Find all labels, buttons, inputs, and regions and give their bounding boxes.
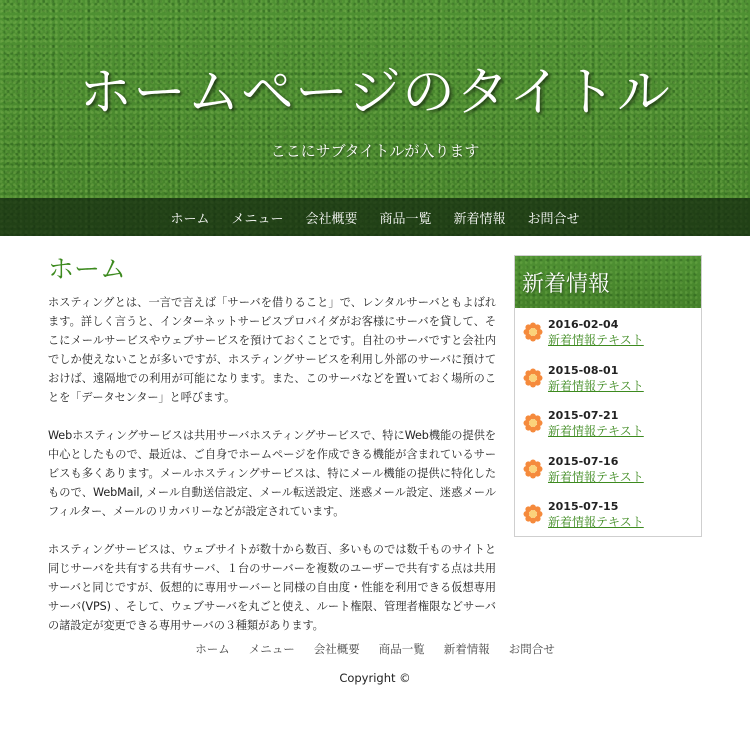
footer-nav (0, 641, 750, 657)
flower-icon (523, 459, 543, 479)
footer-nav-item-company[interactable]: 会社概要 (313, 642, 360, 656)
news-link[interactable]: 新着情報テキスト (548, 333, 644, 347)
news-date: 2015-07-15 (548, 500, 619, 513)
news-date: 2015-08-01 (548, 363, 619, 377)
flower-icon (523, 322, 543, 342)
footer-nav-item-menu[interactable]: メニュー (248, 642, 295, 656)
copyright: Copyright © (339, 671, 411, 685)
nav-item-news[interactable]: 新着情報 (453, 211, 506, 227)
site-title[interactable]: ホームページのタイトル (79, 62, 671, 123)
page-heading: ホーム (48, 255, 127, 285)
nav-item-home[interactable]: ホーム (170, 211, 210, 227)
nav-item-company[interactable]: 会社概要 (305, 211, 358, 227)
flower-icon (523, 504, 543, 524)
top-nav (0, 198, 750, 236)
news-date: 2015-07-21 (548, 409, 619, 422)
footer-nav-item-contact[interactable]: お問合せ (508, 642, 555, 656)
site-subtitle: ここにサブタイトルが入ります (270, 142, 480, 160)
news-link[interactable]: 新着情報テキスト (548, 378, 644, 393)
news-link[interactable]: 新着情報テキスト (548, 515, 644, 529)
news-item (515, 308, 701, 354)
main-content (48, 255, 496, 654)
site-header (0, 0, 750, 236)
news-date: 2015-07-16 (548, 454, 619, 468)
news-date: 2016-02-04 (548, 318, 619, 331)
footer-nav-item-products[interactable]: 商品一覧 (378, 642, 425, 656)
news-item (515, 445, 701, 491)
footer-nav-item-news[interactable]: 新着情報 (443, 642, 490, 656)
news-item (515, 490, 701, 536)
flower-icon (523, 368, 543, 388)
news-link[interactable]: 新着情報テキスト (548, 424, 644, 438)
nav-item-products[interactable]: 商品一覧 (379, 211, 432, 227)
nav-item-contact[interactable]: お問合せ (527, 211, 580, 227)
content-paragraph: Webホスティングサービスは共用サーバホスティングサービスで、特にWeb機能の提供を中心としたもので、最近は、ご自身でホームページを作成できる機能が含まれているサービスも多くあります。メールホスティングサービスは、特にメール機能の提供に特化したもので、WebMail, メール自動送信設定、メール転送設定、迷惑メール設定、迷惑メールフィルター、メールのリカバリーなどが設定されています。 (48, 429, 496, 518)
nav-item-menu[interactable]: メニュー (231, 211, 284, 227)
footer-nav-item-home[interactable]: ホーム (195, 642, 230, 656)
content-paragraph: ホスティングとは、一言で言えば「サーバを借りること」で、レンタルサーバともよばれます。詳しく言うと、インターネットサービスプロバイダがお客様にサーバを貸して、そこにメールサービスやウェブサービスを預けておくことです。自社のサーバですと会社内でしか使えないことが多いですが、ホスティングサービスを利用し外部のサーバに預けておけば、遠隔地での利用が可能になります。また、このサーバなどを置いておく場所のことを「データセンター」と呼びます。 (48, 296, 496, 404)
news-sidebar (514, 255, 702, 537)
sidebar-heading: 新着情報 (515, 256, 701, 308)
content-paragraph: ホスティングサービスは、ウェブサイトが数十から数百、多いものでは数千ものサイトと同じサーバを共有する共有サーバ、１台のサーバーを複数のユーザーで共有する点は共用サーバと同じですが、仮想的に専用サーバーと同様の自由度・性能を利用できる仮想専用サーバ(VPS) 、そして、ウェブサーバを丸ごと使え、ルート権限、管理者権限などサーバの諸設定が変更できる専用サーバの３種類があります。 (48, 543, 496, 632)
news-item (515, 399, 701, 445)
news-item (515, 354, 701, 400)
news-link[interactable]: 新着情報テキスト (548, 469, 644, 484)
flower-icon (523, 413, 543, 433)
